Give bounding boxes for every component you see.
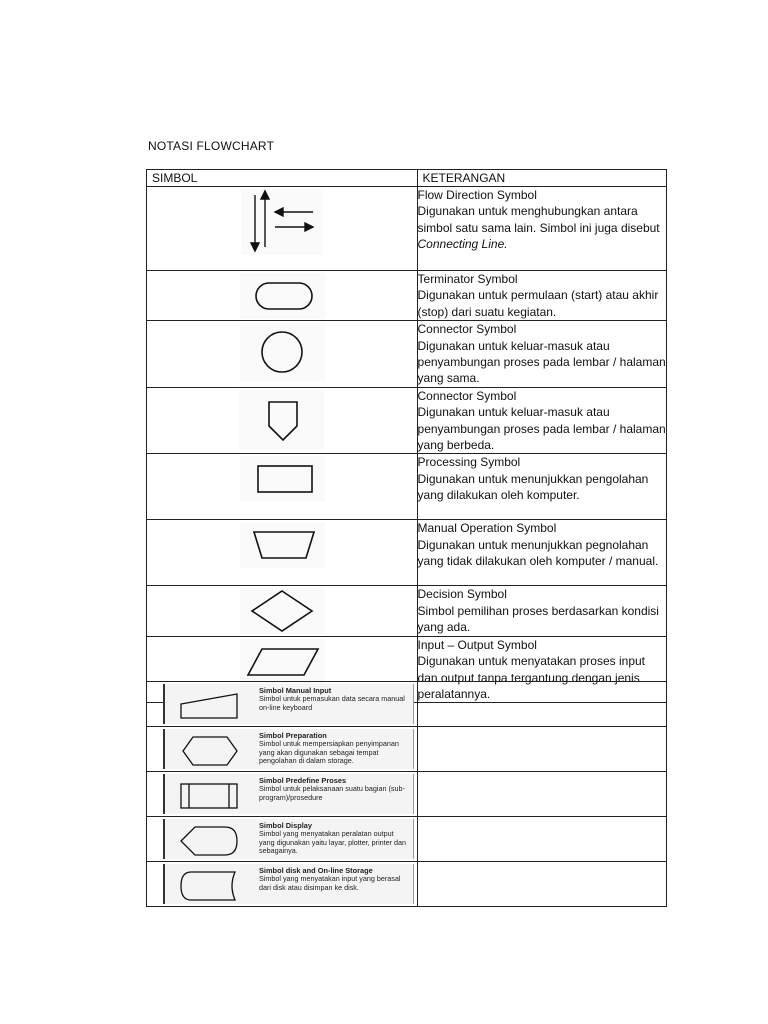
symbol-title: Simbol Manual Input xyxy=(259,686,332,695)
symbol-description: Digunakan untuk menghubungkan antara simbol satu sama lain. Simbol ini juga disebut xyxy=(417,204,660,235)
symbol-title: Connector Symbol xyxy=(417,322,517,337)
symbol-description-italic: Connecting Line. xyxy=(417,237,508,252)
symbol-scan xyxy=(163,684,414,724)
symbol-title: Simbol Predefine Proses xyxy=(259,776,347,785)
manual-operation-icon xyxy=(240,522,325,568)
predefined-process-icon xyxy=(165,774,255,814)
table-row xyxy=(147,387,667,454)
symbol-description: Digunakan untuk keluar-masuk atau penyambungan proses pada lembar / halaman yang berbeda. xyxy=(417,405,666,453)
symbol-title: Terminator Symbol xyxy=(417,272,518,286)
input-output-icon xyxy=(240,639,325,685)
flow-direction-icon xyxy=(241,189,323,255)
manual-input-icon xyxy=(165,684,255,724)
preparation-icon xyxy=(165,729,255,769)
extra-symbols-table xyxy=(146,681,667,907)
symbol-description: Simbol yang menyatakan peralatan output yang digunakan yaitu layar, plotter, printer dan sebagainya. xyxy=(259,829,407,856)
table-row xyxy=(147,817,667,862)
symbol-title: Processing Symbol xyxy=(417,455,521,470)
table-row xyxy=(147,862,667,907)
offpage-connector-icon xyxy=(239,390,324,450)
symbol-description: Digunakan untuk menyatakan proses input dan output tanpa tergantung dengan jenis peralatannya. xyxy=(417,654,645,701)
symbol-description: Digunakan untuk menunjukkan pegnolahan yang tidak dilakukan oleh komputer / manual. xyxy=(417,537,659,569)
header-symbol: SIMBOL xyxy=(147,170,418,187)
table-row xyxy=(147,271,667,321)
table-header xyxy=(147,170,667,187)
symbol-title: Manual Operation Symbol xyxy=(417,521,557,536)
header-description: KETERANGAN xyxy=(417,170,666,187)
table-row xyxy=(147,187,667,271)
symbol-title: Simbol Display xyxy=(259,821,312,830)
symbol-title: Flow Direction Symbol xyxy=(417,188,537,202)
symbol-description: Simbol pemilihan proses berdasarkan kondisi yang ada. xyxy=(417,603,659,635)
symbol-scan xyxy=(163,729,414,769)
table-row xyxy=(147,321,667,388)
display-icon xyxy=(165,819,255,859)
symbol-description: Digunakan untuk keluar-masuk atau penyambungan proses pada lembar / halaman yang sama. xyxy=(417,338,666,386)
symbol-description: Digunakan untuk menunjukkan pengolahan yang dilakukan oleh komputer. xyxy=(417,471,649,503)
symbol-scan xyxy=(163,819,414,859)
table-row xyxy=(147,727,667,772)
symbol-title: Simbol disk and On-line Storage xyxy=(259,866,373,875)
table-row xyxy=(147,454,667,520)
symbol-description: Simbol untuk pemasukan data secara manual on-line keyboard xyxy=(259,694,405,712)
symbol-description: Simbol yang menyatakan input yang berasal dari disk atau disimpan ke disk. xyxy=(259,874,401,892)
symbol-title: Input – Output Symbol xyxy=(417,637,537,652)
table-row xyxy=(147,586,667,636)
processing-icon xyxy=(240,456,325,502)
page-title: NOTASI FLOWCHART xyxy=(148,139,275,153)
decision-icon xyxy=(240,588,325,634)
table-row xyxy=(147,520,667,586)
symbol-title: Connector Symbol xyxy=(417,388,517,403)
terminator-icon xyxy=(240,273,325,319)
disk-storage-icon xyxy=(165,864,255,904)
symbol-description: Digunakan untuk permulaan (start) atau akhir (stop) dari suatu kegiatan. xyxy=(417,288,659,319)
table-row xyxy=(147,772,667,817)
connector-circle-icon xyxy=(240,323,325,381)
table-row xyxy=(147,682,667,727)
symbol-scan xyxy=(163,864,414,904)
symbol-description: Simbol untuk mempersiapkan penyimpanan yang akan digunakan sebagai tempat pengolahan di dalam storage. xyxy=(259,739,399,766)
symbol-title: Simbol Preparation xyxy=(259,731,327,740)
symbol-description: Simbol untuk pelaksanaan suatu bagian (sub-program)/prosedure xyxy=(259,784,405,802)
symbol-title: Decision Symbol xyxy=(417,587,507,602)
notation-table xyxy=(146,169,667,703)
symbol-scan xyxy=(163,774,414,814)
